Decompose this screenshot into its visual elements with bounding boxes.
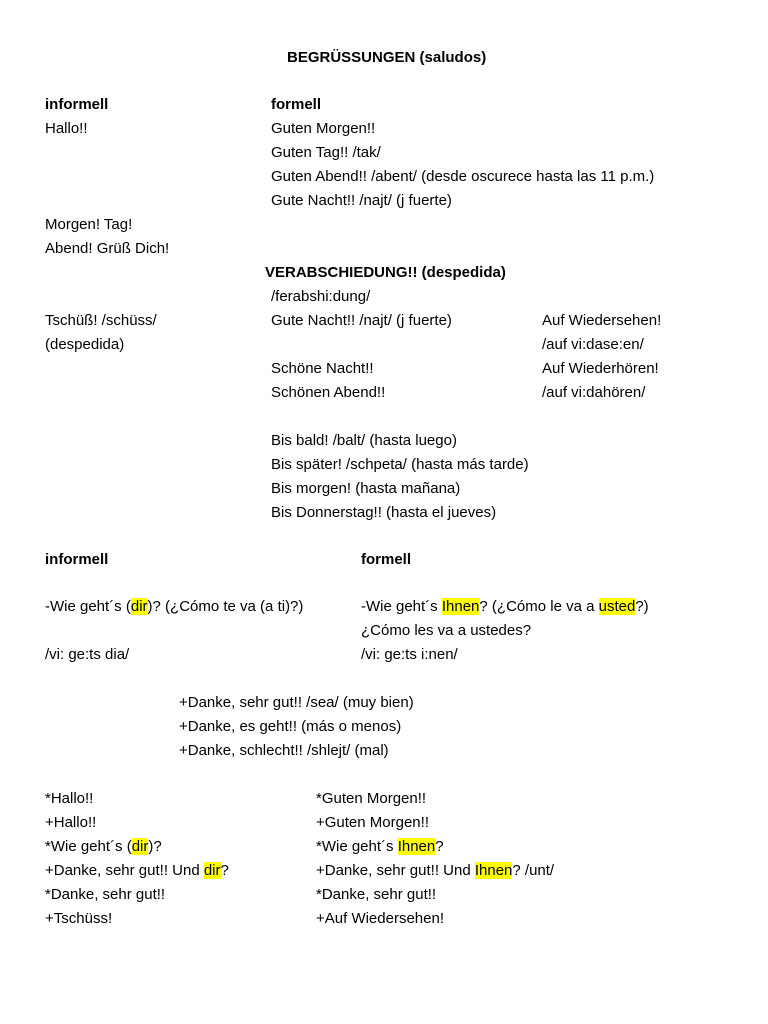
formal-greeting: Gute Nacht!! /najt/ (j fuerte)	[271, 192, 452, 209]
farewell-formal-right: Auf Wiedersehen!	[542, 312, 662, 329]
farewell-formal: Schöne Nacht!!	[271, 360, 374, 377]
farewell-heading: VERABSCHIEDUNG!! (despedida)	[265, 264, 506, 281]
formal-pronunciation: /vi: ge:ts i:nen/	[361, 646, 458, 663]
farewell-formal-right: /auf vi:dase:en/	[542, 336, 644, 353]
formell-label-2: formell	[361, 551, 412, 568]
informal-greeting: Morgen! Tag!	[45, 216, 133, 233]
informell-label: informell	[45, 96, 109, 113]
answer: +Danke, sehr gut!! /sea/ (muy bien)	[179, 694, 414, 711]
dialogue-formal-line: +Auf Wiedersehen!	[316, 910, 444, 927]
farewell-informal: Tschüß! /schüss/	[45, 312, 157, 329]
dialogue-formal-line: +Danke, sehr gut!! Und Ihnen? /unt/	[316, 862, 555, 879]
highlight: Ihnen	[474, 862, 513, 879]
answer: +Danke, schlecht!! /shlejt/ (mal)	[179, 742, 389, 759]
page-title: BEGRÜSSUNGEN (saludos)	[287, 49, 487, 66]
informal-greeting: Hallo!!	[45, 120, 88, 137]
dialogue-informal-line: *Danke, sehr gut!!	[45, 886, 166, 903]
highlight: Ihnen	[397, 838, 436, 855]
farewell-informal: (despedida)	[45, 336, 125, 353]
farewell-pronunciation: /ferabshi:dung/	[271, 288, 371, 305]
farewell-formal: Schönen Abend!!	[271, 384, 386, 401]
formal-greeting: Guten Morgen!!	[271, 120, 376, 137]
formal-greeting: Guten Tag!! /tak/	[271, 144, 381, 161]
highlight: dir	[203, 862, 221, 879]
farewell-bis: Bis Donnerstag!! (hasta el jueves)	[271, 504, 497, 521]
highlight: Ihnen	[441, 598, 480, 615]
farewell-formal-right: Auf Wiederhören!	[542, 360, 659, 377]
farewell-bis: Bis bald! /balt/ (hasta luego)	[271, 432, 457, 449]
dialogue-formal-line: *Danke, sehr gut!!	[316, 886, 437, 903]
farewell-bis: Bis morgen! (hasta mañana)	[271, 480, 461, 497]
dialogue-formal-line: *Wie geht´s Ihnen?	[316, 838, 444, 855]
dialogue-formal-line: *Guten Morgen!!	[316, 790, 427, 807]
dialogue-informal-line: +Danke, sehr gut!! Und dir?	[45, 862, 229, 879]
formal-question: -Wie geht´s Ihnen? (¿Cómo le va a usted?)	[361, 598, 649, 615]
dialogue-informal-line: *Wie geht´s (dir)?	[45, 838, 162, 855]
answer: +Danke, es geht!! (más o menos)	[179, 718, 402, 735]
farewell-bis: Bis später! /schpeta/ (hasta más tarde)	[271, 456, 529, 473]
informal-greeting: Abend! Grüß Dich!	[45, 240, 170, 257]
highlight: dir	[130, 598, 148, 615]
formal-plural-question: ¿Cómo les va a ustedes?	[361, 622, 532, 639]
informal-pronunciation: /vi: ge:ts dia/	[45, 646, 130, 663]
formell-label: formell	[271, 96, 322, 113]
formal-greeting: Guten Abend!! /abent/ (desde oscurece hasta las 11 p.m.)	[271, 168, 655, 185]
highlight: dir	[131, 838, 149, 855]
dialogue-informal-line: *Hallo!!	[45, 790, 94, 807]
farewell-formal-right: /auf vi:dahören/	[542, 384, 646, 401]
informal-question: -Wie geht´s (dir)? (¿Cómo te va (a ti)?)	[45, 598, 304, 615]
dialogue-formal-line: +Guten Morgen!!	[316, 814, 429, 831]
farewell-formal: Gute Nacht!! /najt/ (j fuerte)	[271, 312, 452, 329]
highlight: usted	[598, 598, 636, 615]
dialogue-informal-line: +Hallo!!	[45, 814, 97, 831]
dialogue-informal-line: +Tschüss!	[45, 910, 113, 927]
informell-label-2: informell	[45, 551, 109, 568]
